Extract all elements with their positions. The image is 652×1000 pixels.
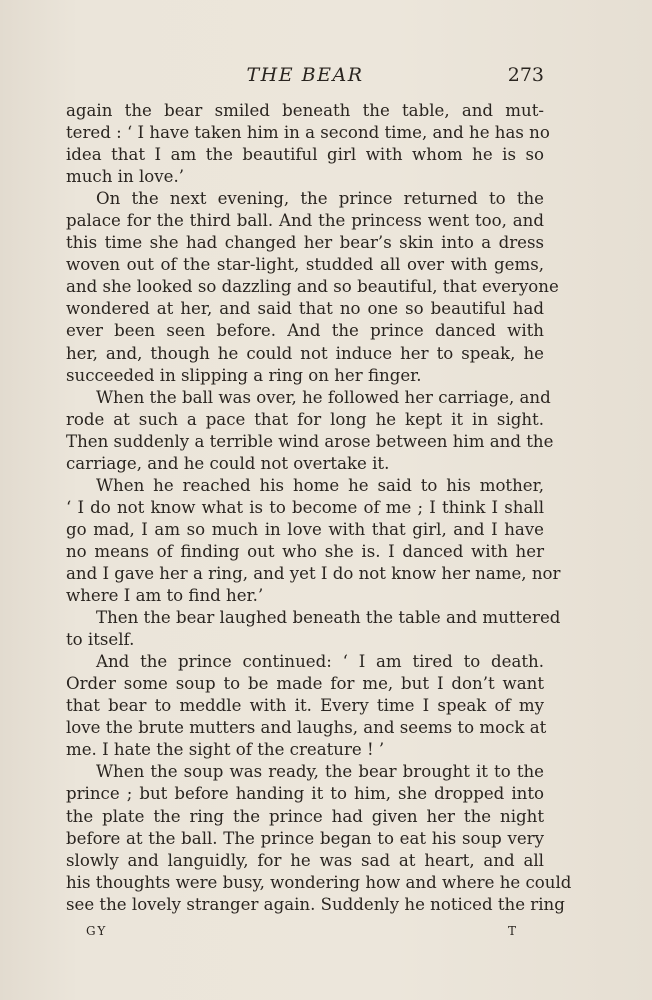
text-line: see the lovely stranger again. Suddenly he noticed the ring	[66, 894, 565, 914]
text-line: me. I hate the sight of the creature ! ’	[66, 740, 385, 760]
text-line: When he reached his home he said to his mother,	[96, 475, 544, 495]
page-header	[66, 62, 544, 92]
signature-mark-left: GY	[86, 924, 108, 938]
text-line: woven out of the star-light, studded all over with gems,	[66, 255, 544, 275]
text-line: carriage, and he could not overtake it.	[66, 453, 390, 473]
text-line: no means of finding out who she is. I danced with her	[66, 541, 544, 561]
text-line: idea that I am the beautiful girl with whom he is so	[66, 145, 544, 165]
text-line: Order some soup to be made for me, but I don’t want	[66, 674, 544, 694]
text-line: the plate the ring the prince had given her the night	[66, 806, 544, 826]
text-line: slowly and languidly, for he was sad at heart, and all	[66, 850, 544, 870]
text-line: again the bear smiled beneath the table, and mut-	[66, 101, 544, 120]
text-line: and I gave her a ring, and yet I do not know her name, nor	[66, 563, 561, 583]
text-line: go mad, I am so much in love with that girl, and I have	[66, 519, 544, 539]
text-line: tered : ‘ I have taken him in a second time, and he has no	[66, 123, 550, 143]
text-line: to itself.	[66, 630, 135, 650]
text-line: that bear to meddle with it. Every time I speak of my	[66, 696, 544, 716]
text-line: ‘ I do not know what is to become of me ; I think I shall	[66, 497, 544, 517]
text-line: When the soup was ready, the bear brought it to the	[96, 762, 544, 782]
text-line: When the ball was over, he followed her carriage, and	[96, 387, 551, 407]
text-line: and she looked so dazzling and so beautiful, that everyone	[66, 277, 559, 297]
text-line: her, and, though he could not induce her to speak, he	[66, 343, 544, 363]
text-line: before at the ball. The prince began to eat his soup very	[66, 828, 544, 848]
text-line: On the next evening, the prince returned to the	[96, 189, 544, 209]
text-line: where I am to find her.’	[66, 586, 264, 606]
text-line: palace for the third ball. And the princess went too, and	[66, 211, 544, 231]
text-line: rode at such a pace that for long he kept it in sight.	[66, 409, 544, 429]
text-line: succeeded in slipping a ring on her finger.	[66, 365, 422, 385]
text-line: his thoughts were busy, wondering how and where he could	[66, 872, 572, 892]
text-line: And the prince continued: ‘ I am tired to death.	[96, 652, 544, 672]
text-line: this time she had changed her bear’s skin into a dress	[66, 233, 544, 253]
signature-mark-right: T	[507, 924, 518, 938]
body-text	[66, 100, 572, 916]
text-line: Then the bear laughed beneath the table and muttered	[96, 608, 561, 628]
text-line: much in love.’	[66, 167, 184, 187]
text-line: ever been seen before. And the prince danced with	[66, 321, 544, 341]
page-footer	[86, 924, 518, 944]
running-title: THE BEAR	[246, 64, 364, 86]
text-line: prince ; but before handing it to him, she dropped into	[66, 784, 544, 804]
text-line: Then suddenly a terrible wind arose between him and the	[66, 431, 554, 451]
page-number: 273	[507, 64, 544, 86]
text-line: wondered at her, and said that no one so beautiful had	[66, 299, 544, 319]
text-line: love the brute mutters and laughs, and seems to mock at	[66, 718, 547, 738]
